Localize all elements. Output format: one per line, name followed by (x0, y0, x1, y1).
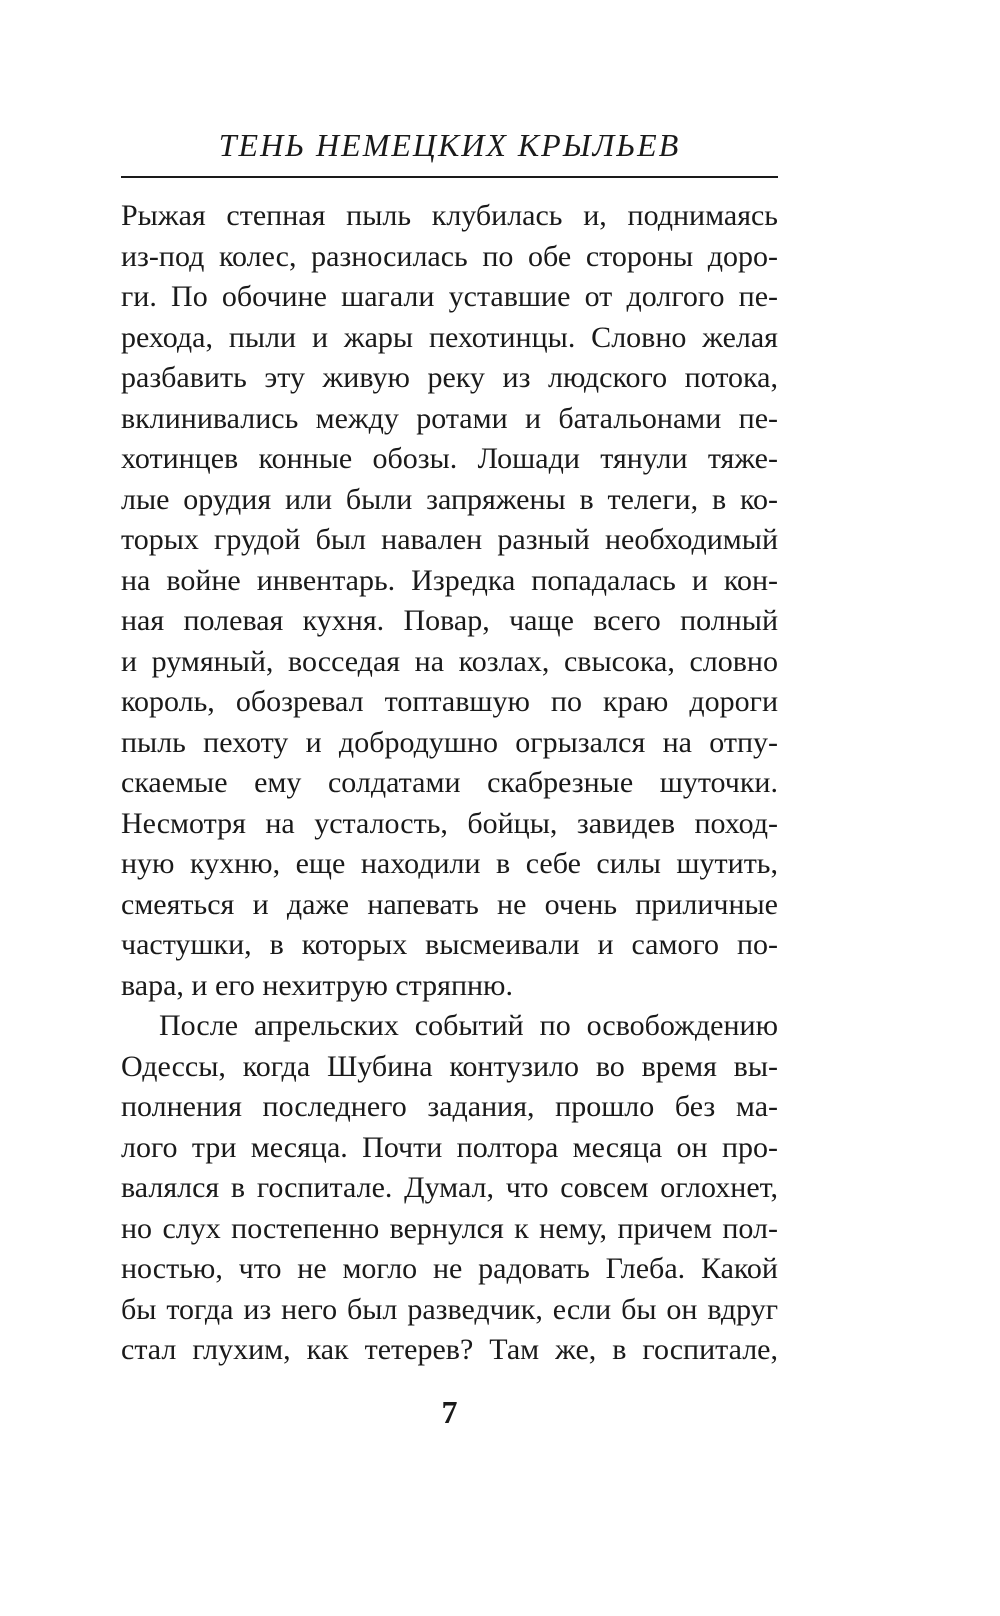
text-line: разбавить эту живую реку из людского потока, (121, 361, 778, 394)
text-line: и румяный, восседая на козлах, свысока, словно (121, 644, 778, 678)
text-line: из-под колес, разносилась по обе стороны доро- (121, 239, 778, 273)
text-line: вара, и его нехитрую стряпню. (121, 968, 513, 1002)
text-line: торых грудой был навален разный необходимый (121, 523, 778, 556)
text-line: валялся в госпитале. Думал, что совсем оглохнет, (121, 1171, 778, 1204)
text-line: хотинцев конные обозы. Лошади тянули тяже- (121, 442, 778, 475)
text-line: Несмотря на усталость, бойцы, завидев поход- (121, 806, 778, 840)
paragraph (121, 1006, 778, 1371)
text-line: Рыжая степная пыль клубилась и, поднимаясь (121, 199, 778, 232)
text-line: рехода, пыли и жары пехотинцы. Словно желая (121, 320, 778, 354)
text-line: на войне инвентарь. Изредка попадалась и кон- (121, 563, 778, 597)
text-line: ностью, что не могло не радовать Глеба. Какой (121, 1252, 778, 1285)
text-line: лые орудия или были запряжены в телеги, в ко- (121, 482, 778, 516)
text-line: скаемые ему солдатами скабрезные шуточки. (121, 766, 778, 799)
header-rule (121, 176, 778, 178)
text-line: ги. По обочине шагали уставшие от долгого пе- (121, 280, 778, 313)
body-text (121, 196, 778, 1371)
text-line: Одессы, когда Шубина контузило во время вы- (121, 1049, 778, 1083)
text-line: стал глухим, как тетерев? Там же, в госпитале, (121, 1333, 778, 1366)
text-line: ная полевая кухня. Повар, чаще всего полный (121, 604, 778, 637)
paragraph (121, 196, 778, 1006)
running-head: ТЕНЬ НЕМЕЦКИХ КРЫЛЬЕВ (218, 127, 681, 163)
text-line: вклинивались между ротами и батальонами пе- (121, 401, 778, 435)
text-line: ную кухню, еще находили в себе силы шутить, (121, 847, 778, 880)
text-line: полнения последнего задания, прошло без ма- (121, 1090, 778, 1123)
text-line: частушки, в которых высмеивали и самого по- (121, 928, 778, 961)
text-line: смеяться и даже напевать не очень приличные (121, 887, 778, 921)
text-line: лого три месяца. Почти полтора месяца он про- (121, 1130, 778, 1164)
text-line: бы тогда из него был разведчик, если бы он вдруг (121, 1292, 778, 1326)
text-line: пыль пехоту и добродушно огрызался на отпу- (121, 725, 778, 759)
text-line: король, обозревал топтавшую по краю дороги (121, 685, 778, 718)
text-line: но слух постепенно вернулся к нему, причем пол- (121, 1211, 778, 1245)
text-line: После апрельских событий по освобождению (159, 1009, 778, 1042)
book-page (121, 0, 778, 1616)
page-number: 7 (441, 1394, 458, 1430)
